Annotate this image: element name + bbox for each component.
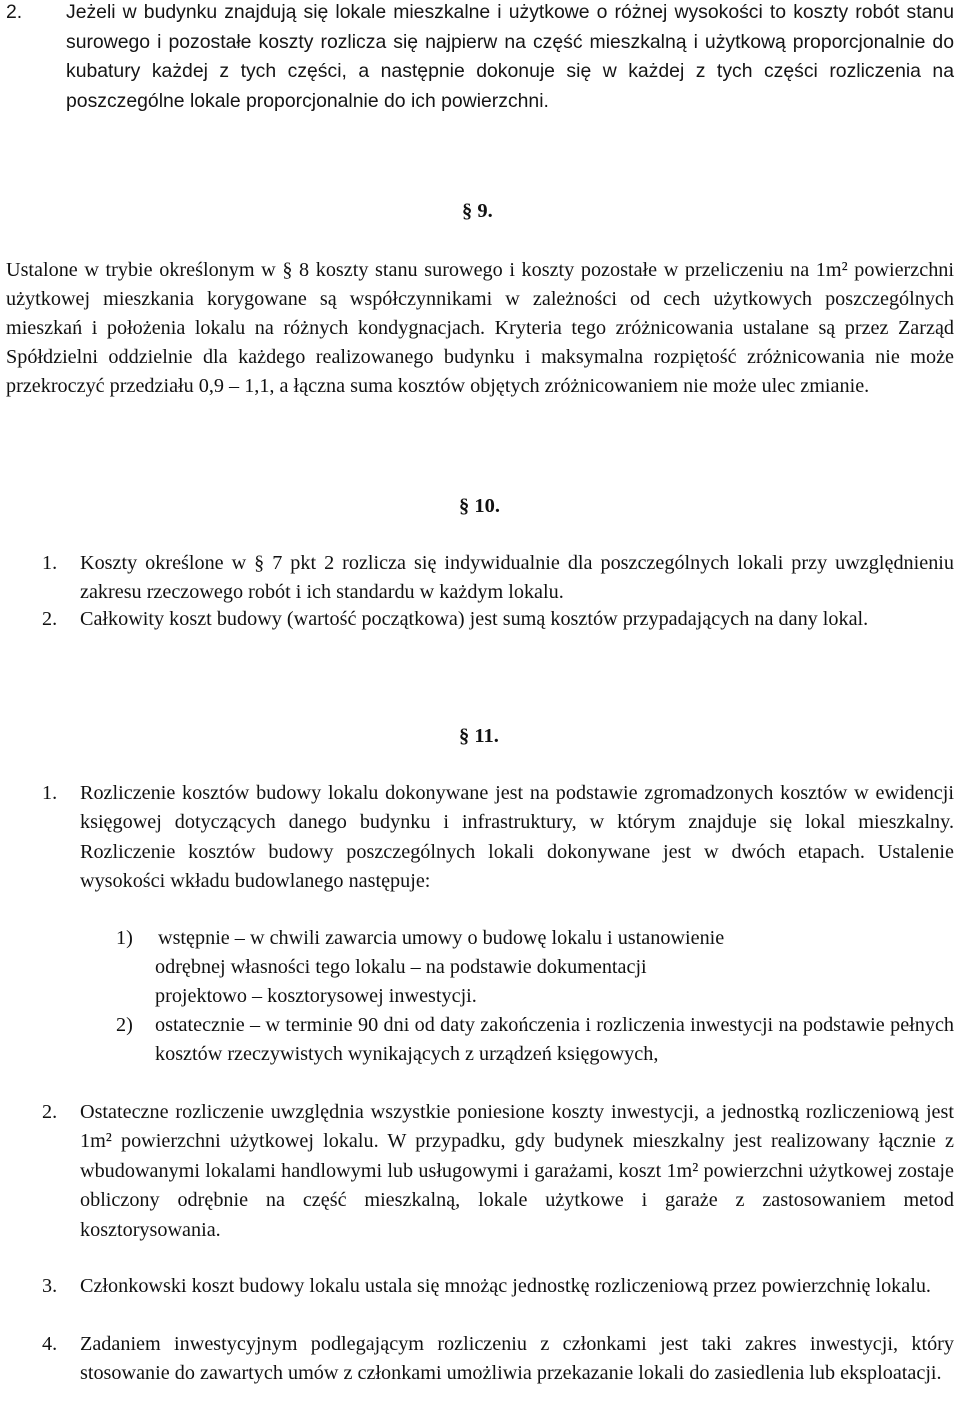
sec9-body: Ustalone w trybie określonym w § 8 koszty stanu surowego i koszty pozostałe w przeliczeniu na 1m² powierzchni użytkowej mieszkania korygowane są współczynnikami w zależności od cech użytkowych poszczególnych mieszkań i położenia lokalu na różnych kondygnacjach. Kryteria tego zróżnicowania ustalane są przez Zarząd Spółdzielni oddzielnie dla każdego realizowanego budynku i maksymalna rozpiętość zróżnicowania nie może przekroczyć przedziału 0,9 – 1,1, a łączna suma kosztów objętych zróżnicowaniem nie może ulec zmianie. — [6, 259, 954, 398]
sec8-item-2-text: Jeżeli w budynku znajdują się lokale mieszkalne i użytkowe o różnej wysokości to koszty robót stanu surowego i pozostałe koszty rozlicza się najpierw na część mieszkalną i użytkową proporcjonalnie do kubatury każdej z tych części, a następnie dokonuje się w każdej z tych części rozliczenia na poszczególne lokale proporcjonalnie do ich powierzchni. — [66, 1, 954, 112]
sec11-subitem-1-number: 1) — [116, 927, 133, 949]
sec11-subitem-2-text: ostatecznie – w terminie 90 dni od daty zakończenia i rozliczenia inwestycji na podstawie pełnych kosztów rzeczywistych wynikających z urządzeń księgowych, — [155, 1014, 954, 1066]
sec11-subitem-1-line1: wstępnie – w chwili zawarcia umowy o budowę lokalu i ustanowienie — [158, 927, 725, 949]
sec10-item-1-number: 1. — [42, 552, 58, 574]
sec10-item-2-number: 2. — [42, 608, 58, 630]
sec11-item-4-text: Zadaniem inwestycyjnym podlegającym rozliczeniu z członkami jest taki zakres inwestycji, który stosowanie do zawartych umów z członkami umożliwia przekazanie lokali do zasiedlenia lub eksploatacji. — [80, 1333, 954, 1385]
sec10-heading: § 10. — [459, 495, 500, 517]
sec10-item-1-text: Koszty określone w § 7 pkt 2 rozlicza się indywidualnie dla poszczególnych lokali przy uwzględnieniu zakresu rzeczowego robót i ich standardu w każdym lokalu. — [80, 552, 954, 604]
sec11-subitem-2-number: 2) — [116, 1014, 133, 1036]
sec11-subitem-1-line3: projektowo – kosztorysowej inwestycji. — [155, 985, 477, 1007]
sec10-item-2-text: Całkowity koszt budowy (wartość początkowa) jest sumą kosztów przypadających na dany lokal. — [80, 608, 869, 630]
sec11-item-2-text: Ostateczne rozliczenie uwzględnia wszystkie poniesione koszty inwestycji, a jednostką rozliczeniową jest 1m² powierzchni użytkowej lokalu. W przypadku, gdy budynek mieszkalny jest realizowany łącznie z wbudowanymi lokalami handlowymi lub usługowymi i garażami, koszt 1m² powierzchni użytkowej zostaje obliczony odrębnie na część mieszkalną, lokale użytkowe i garaże z zastosowaniem metod kosztorysowania. — [80, 1101, 954, 1241]
sec11-item-1-text: Rozliczenie kosztów budowy lokalu dokonywane jest na podstawie zgromadzonych kosztów w ewidencji księgowej dotyczących danego budynku i infrastruktury, w którym znajduje się lokal mieszkalny. Rozliczenie kosztów budowy poszczególnych lokali dokonywane jest w dwóch etapach. Ustalenie wysokości wkładu budowlanego następuje: — [80, 782, 954, 893]
sec11-subitem-1-line2: odrębnej własności tego lokalu – na podstawie dokumentacji — [155, 956, 647, 978]
sec8-item-2-number: 2. — [6, 1, 23, 23]
sec9-heading: § 9. — [462, 200, 493, 222]
sec11-item-3-text: Członkowski koszt budowy lokalu ustala się mnożąc jednostkę rozliczeniową przez powierzchnię lokalu. — [80, 1275, 931, 1297]
sec11-item-2-number: 2. — [42, 1101, 58, 1123]
sec11-heading: § 11. — [459, 725, 499, 747]
sec11-item-4-number: 4. — [42, 1333, 58, 1355]
sec11-item-3-number: 3. — [42, 1275, 58, 1297]
sec11-item-1-number: 1. — [42, 782, 58, 804]
